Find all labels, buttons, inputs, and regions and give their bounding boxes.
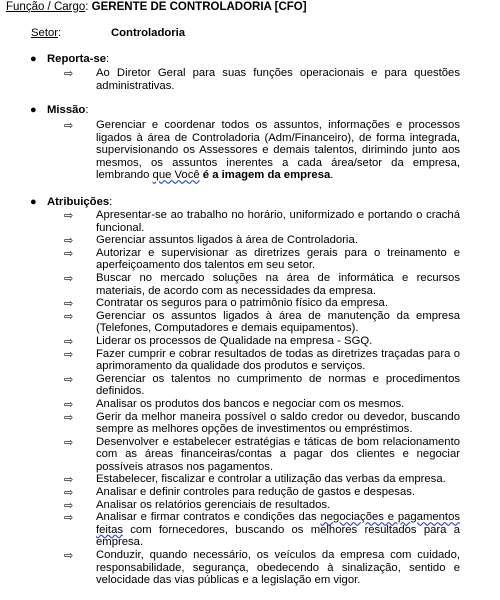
duty-text: Analisar os relatórios gerenciais de resultados.: [96, 498, 331, 511]
sector-line: [31, 27, 186, 39]
list-item: [0, 335, 500, 348]
duty-text: Contratar os seguros para o patrimônio físico da empresa.: [96, 297, 388, 310]
list-item: [0, 436, 500, 474]
duty-text: Gerir da melhor maneira possível o saldo credor ou devedor, buscando sempre as melhores opções de investimentos ou empréstimos.: [96, 410, 460, 436]
mission-text: Gerenciar e coordenar todos os assuntos, informações e processos ligados à área de Controladoria (Adm/Financeiro), de forma integrada, supervisionando os Assessores e demais talentos, dirimindo junto aos mesmos, os assuntos inerentes a cada área/setor da empresa, lembrando que Você é a imagem da empresa.: [96, 119, 460, 182]
list-item: [0, 398, 500, 411]
arrow-right-icon: ⇨: [64, 512, 74, 525]
list-item: [0, 473, 500, 486]
bullet-dot-icon: ●: [30, 104, 37, 116]
arrow-right-icon: ⇨: [64, 487, 74, 500]
arrow-right-icon: ⇨: [64, 247, 74, 260]
arrow-right-icon: ⇨: [64, 310, 74, 323]
section-title-duties: Atribuições:: [47, 196, 113, 208]
arrow-right-icon: ⇨: [64, 335, 74, 348]
arrow-right-icon: ⇨: [64, 68, 74, 80]
reports-to-text: Ao Diretor Geral para suas funções operacionais e para questões administrativas.: [96, 67, 460, 92]
sector-separator: :: [58, 27, 62, 39]
sector-label: Setor: [31, 27, 59, 39]
list-item: [0, 297, 500, 310]
duty-text: Apresentar-se ao trabalho no horário, uniformizado e portando o crachá funcional.: [96, 209, 460, 234]
section-title-reports-to: Reporta-se:: [47, 53, 110, 65]
list-item: [0, 486, 500, 499]
duty-text: Liderar os processos de Qualidade na empresa - SGQ.: [96, 334, 373, 347]
duty-text: Analisar e definir controles para redução de gastos e despesas.: [96, 486, 416, 499]
sector-value: Controladoria: [111, 27, 186, 39]
list-item: [0, 511, 500, 549]
duty-text: Conduzir, quando necessário, os veículos da empresa com cuidado, responsabilidade, segurança, obedecendo à sinalização, sentido e velocidade das vias públicas e a legislação em vigor.: [96, 549, 460, 587]
list-item: [0, 499, 500, 512]
job-title-label: Função / Cargo: [6, 1, 86, 13]
duty-text: Autorizar e supervisionar as diretrizes gerais para o treinamento e aperfeiçoamento dos talentos em seu setor.: [96, 246, 460, 272]
duty-text: Gerenciar assuntos ligados à área de Controladoria.: [96, 234, 358, 247]
duty-text: Analisar e firmar contratos e condições das negociações e pagamentos feitas com fornecedores, buscando os melhores resultados para a empresa.: [96, 511, 461, 549]
arrow-right-icon: ⇨: [64, 210, 74, 222]
list-item: [0, 234, 500, 247]
arrow-right-icon: ⇨: [64, 499, 74, 512]
arrow-right-icon: ⇨: [64, 550, 74, 563]
list-item: [0, 247, 500, 272]
arrow-right-icon: ⇨: [64, 272, 74, 285]
duty-text: Gerenciar os assuntos ligados à área de manutenção da empresa (Telefones, Computadores e demais equipamentos).: [96, 309, 460, 335]
list-item: [0, 209, 500, 234]
arrow-right-icon: ⇨: [64, 120, 74, 132]
list-item: [0, 411, 500, 436]
duty-text: Desenvolver e estabelecer estratégias e táticas de bom relacionamento com as áreas financeiras/contas a pagar dos clientes e negociar possíveis atrasos nos pagamentos.: [96, 435, 460, 473]
arrow-right-icon: ⇨: [64, 474, 74, 487]
arrow-right-icon: ⇨: [64, 235, 74, 248]
bullet-dot-icon: ●: [30, 196, 37, 208]
duty-text: Buscar no mercado soluções na área de informática e recursos materiais, de acordo com as necessidades da empresa.: [96, 271, 460, 297]
list-item: [0, 373, 500, 398]
duty-text: Estabelecer, fiscalizar e controlar a utilização das verbas da empresa.: [96, 473, 446, 486]
list-item: [0, 67, 500, 92]
bullet-dot-icon: ●: [30, 53, 37, 65]
duty-text: Analisar os produtos dos bancos e negociar com os mesmos.: [96, 397, 405, 410]
arrow-right-icon: ⇨: [64, 436, 74, 449]
arrow-right-icon: ⇨: [64, 298, 74, 311]
job-title-separator: :: [85, 1, 89, 13]
list-item: [0, 310, 500, 335]
arrow-right-icon: ⇨: [64, 373, 74, 386]
list-item: [0, 549, 500, 587]
duty-text: Gerenciar os talentos no cumprimento de normas e procedimentos definidos.: [96, 372, 460, 398]
job-title-value: GERENTE DE CONTROLADORIA [CFO]: [91, 1, 307, 13]
section-title-mission: Missão:: [47, 104, 89, 116]
list-item: [0, 272, 500, 297]
list-item: [0, 119, 500, 182]
duties-list: [0, 209, 500, 587]
arrow-right-icon: ⇨: [64, 411, 74, 424]
duty-text: Fazer cumprir e cobrar resultados de todas as diretrizes traçadas para o aprimoramento da qualidade dos produtos e serviços.: [96, 347, 460, 373]
list-item: [0, 348, 500, 373]
job-title-line: [6, 1, 307, 13]
arrow-right-icon: ⇨: [64, 398, 74, 411]
arrow-right-icon: ⇨: [64, 348, 74, 361]
